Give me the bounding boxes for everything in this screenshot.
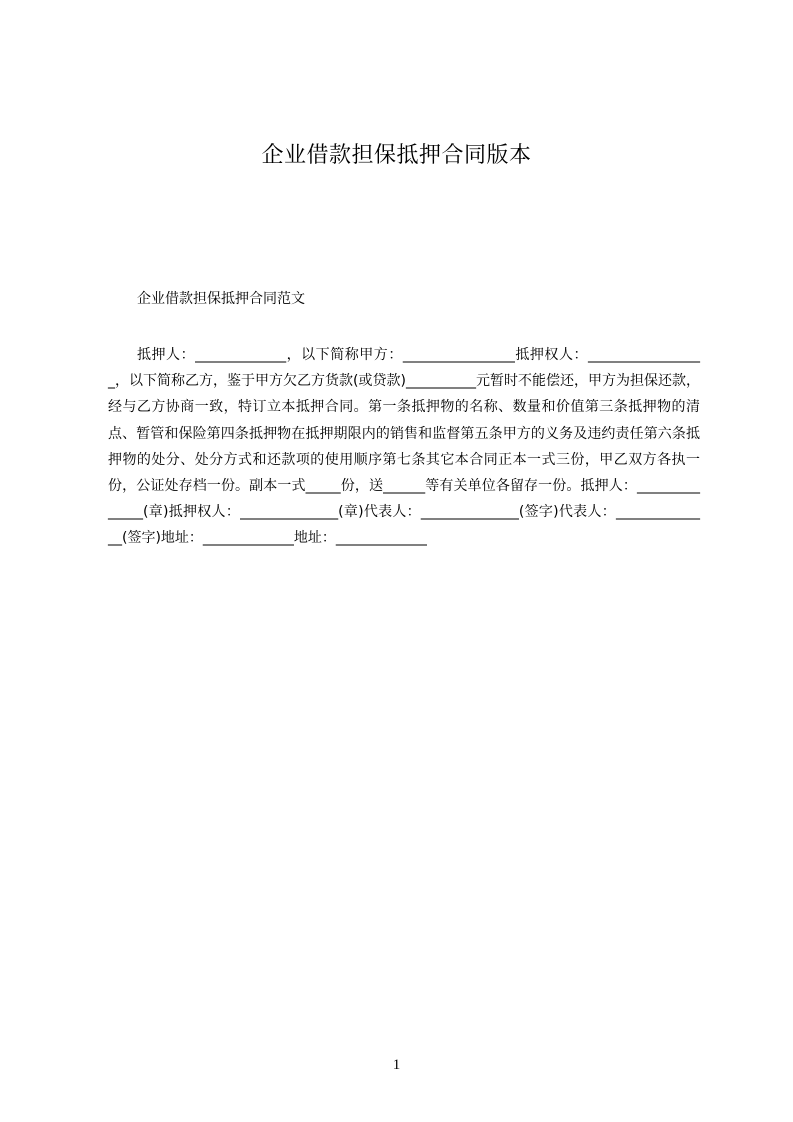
- page-number: 1: [392, 1057, 401, 1073]
- document-title: 企业借款担保抵押合同版本: [261, 143, 532, 168]
- document-subtitle: 企业借款担保抵押合同范文: [137, 291, 305, 307]
- contract-body-paragraph: 抵押人：_____________，以下简称甲方：________________抵押权人：_________________，以下简称乙方，鉴于甲方欠乙方货款(或贷款)__________元暂时不能偿还，甲方为担保还款，经与乙方协商一致，特订立本抵押合同。第一条抵押物的名称、数量和价值第三条抵押物的清点、暂管和保险第四条抵押物在抵押期限内的销售和监督第五条甲方的义务及违约责任第六条抵押物的处分、处分方式和还款项的使用顺序第七条其它本合同正本一式三份，甲乙双方各执一份，公证处存档一份。副本一式_____份，送______等有关单位各留存一份。抵押人：______________(章)抵押权人：______________(章)代表人：______________(签字)代表人：______________(签字)地址：_____________地址：_____________: [108, 347, 700, 547]
